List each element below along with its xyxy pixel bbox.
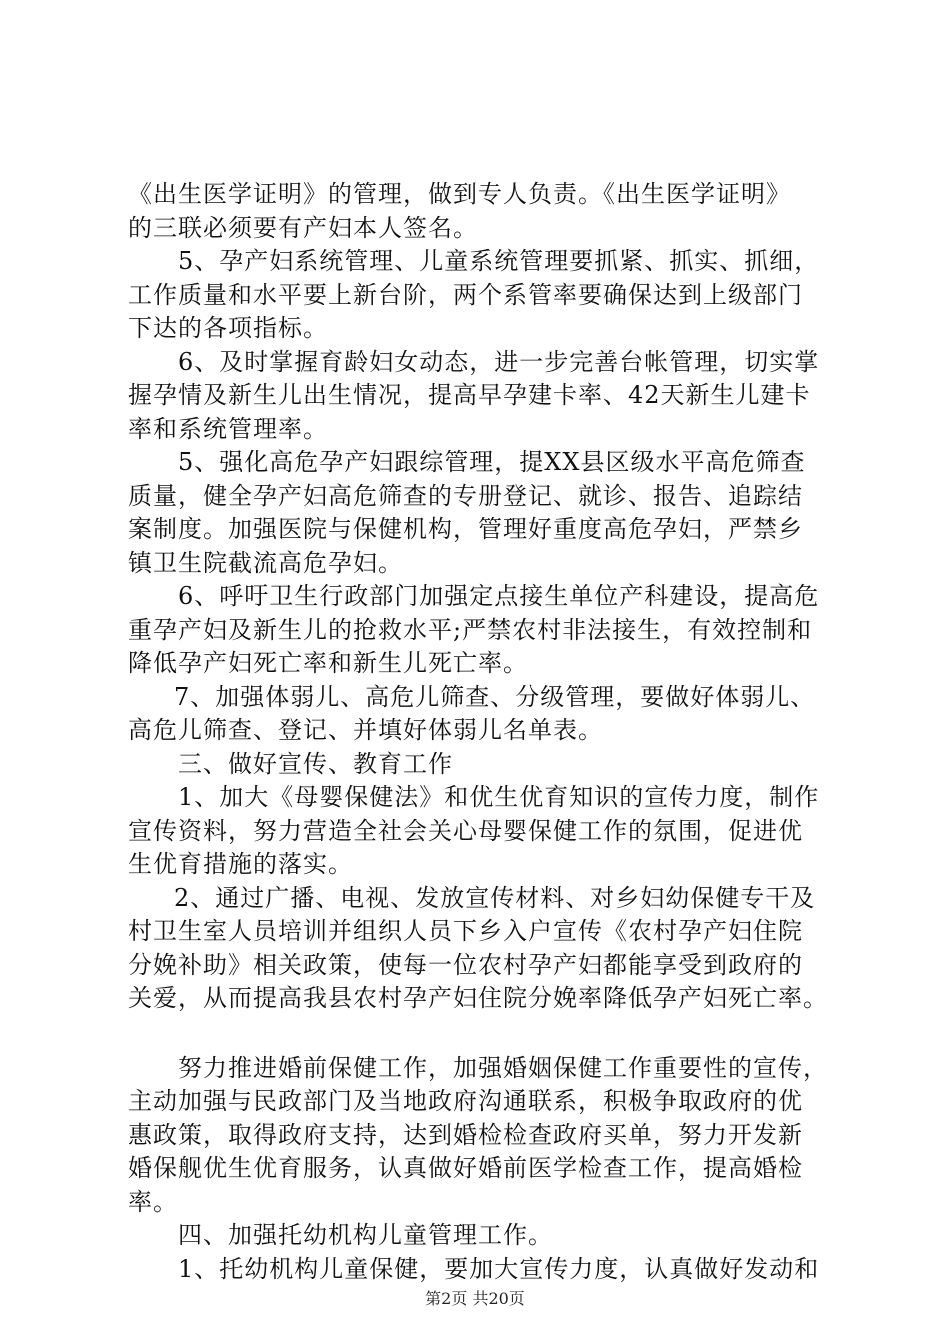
section-heading: 三、做好宣传、教育工作	[178, 749, 453, 778]
text-line: 握孕情及新生儿出生情况，提高早孕建卡率、42天新生儿建卡	[128, 381, 811, 409]
section-heading: 四、加强托幼机构儿童管理工作。	[178, 1221, 553, 1249]
text-line: 婚保舰优生优育服务，认真做好婚前医学检查工作，提高婚检	[128, 1154, 803, 1182]
document-body	[128, 178, 838, 1286]
text-line: 7、加强体弱儿、高危儿筛查、分级管理，要做好体弱儿、	[174, 682, 816, 711]
text-line: 宣传资料，努力营造全社会关心母婴保健工作的氛围，促进优	[128, 816, 803, 845]
text-line: 下达的各项指标。	[128, 314, 328, 342]
text-line: 高危儿筛查、登记、并填好体弱儿名单表。	[128, 716, 603, 744]
text-line: 镇卫生院截流高危孕妇。	[128, 548, 403, 577]
text-line: 案制度。加强医院与保健机构，管理好重度高危孕妇，严禁乡	[128, 515, 803, 543]
text-line: 努力推进婚前保健工作，加强婚姻保健工作重要性的宣传，	[178, 1053, 828, 1082]
text-line: 5、强化高危孕产妇跟综管理，提XX县区级水平高危筛查	[178, 448, 806, 476]
text-line: 关爱，从而提高我县农村孕产妇住院分娩率降低孕产妇死亡率。	[128, 984, 828, 1012]
paragraph-gap	[128, 1016, 838, 1052]
text-line: 6、及时掌握育龄妇女动态，进一步完善台帐管理，切实掌	[178, 347, 820, 376]
text-line: 6、呼吁卫生行政部门加强定点接生单位产科建设，提高危	[178, 582, 820, 610]
text-line: 质量，健全孕产妇高危筛查的专册登记、就诊、报告、追踪结	[128, 481, 803, 510]
text-line: 5、孕产妇系统管理、儿童系统管理要抓紧、抓实、抓细，	[178, 247, 820, 275]
text-line: 1、加大《母婴保健法》和优生优育知识的宣传力度，制作	[178, 783, 820, 811]
text-line: 率。	[128, 1187, 178, 1216]
text-line: 1、托幼机构儿童保健，要加大宣传力度，认真做好发动和	[178, 1254, 820, 1283]
text-line: 工作质量和水平要上新台阶，两个系管率要确保达到上级部门	[128, 280, 803, 309]
text-line: 重孕产妇及新生儿的抢救水平;严禁农村非法接生，有效控制和	[128, 615, 813, 644]
text-line: 惠政策，取得政府支持，达到婚检检查政府买单，努力开发新	[128, 1120, 803, 1149]
text-line: 生优育措施的落实。	[128, 850, 353, 878]
text-line: 分娩补助》相关政策，使每一位农村孕产妇都能享受到政府的	[128, 950, 803, 979]
text-line: 《出生医学证明》的管理，做到专人负责。《出生医学证明》	[128, 180, 791, 208]
text-line: 降低孕产妇死亡率和新生儿死亡率。	[128, 649, 528, 677]
page-number-footer: 第2页 共20页	[425, 1289, 525, 1308]
text-line: 率和系统管理率。	[128, 414, 328, 443]
text-line: 的三联必须要有产妇本人签名。	[128, 213, 478, 242]
text-line: 2、通过广播、电视、发放宣传材料、对乡妇幼保健专干及	[174, 883, 816, 912]
text-line: 主动加强与民政部门及当地政府沟通联系，积极争取政府的优	[128, 1087, 803, 1115]
text-line: 村卫生室人员培训并组织人员下乡入户宣传《农村孕产妇住院	[128, 917, 803, 945]
